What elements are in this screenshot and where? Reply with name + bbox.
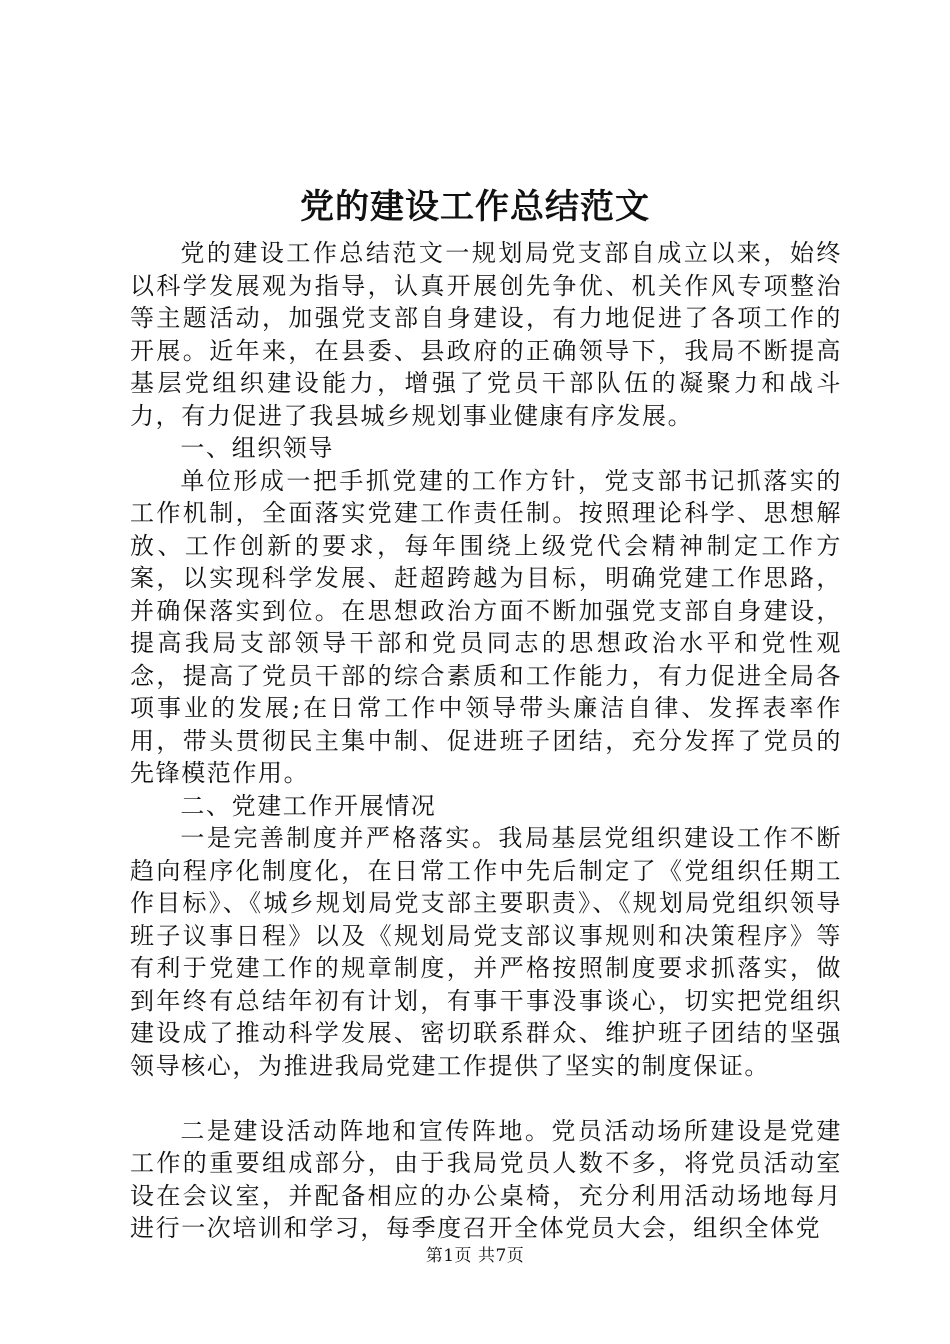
section-heading-organization: 一、组织领导 [180, 434, 334, 462]
page-footer: 第1页 共7页 [425, 1246, 525, 1266]
system-paragraph: 一是完善制度并严格落实。我局基层党组织建设工作不断趋向程序化制度化，在日常工作中先后制定了《党组织任期工作目标》、《城乡规划局党支部主要职责》、《规划局党组织领导班子议事日程》以及《规划局党支部议事规则和决策程序》等有利于党建工作的规章制度，并严格按照制度要求抓落实，做到年终有总结年初有计划，有事干事没事谈心，切实把党组织建设成了推动科学发展、密切联系群众、维护班子团结的坚强领导核心，为推进我局党建工作提供了坚实的制度保证。 [130, 824, 842, 1080]
document-title: 党的建设工作总结范文 [300, 187, 650, 227]
document-body [130, 237, 842, 1245]
intro-paragraph: 党的建设工作总结范文一规划局党支部自成立以来，始终以科学发展观为指导，认真开展创先争优、机关作风专项整治等主题活动，加强党支部自身建设，有力地促进了各项工作的开展。近年来，在县委、县政府的正确领导下，我局不断提高基层党组织建设能力，增强了党员干部队伍的凝聚力和战斗力，有力促进了我县城乡规划事业健康有序发展。 [130, 239, 842, 430]
activity-paragraph: 二是建设活动阵地和宣传阵地。党员活动场所建设是党建工作的重要组成部分，由于我局党员人数不多，将党员活动室设在会议室，并配备相应的办公桌椅，充分利用活动场地每月进行一次培训和学习，每季度召开全体党员大会，组织全体党 [130, 1116, 842, 1242]
organization-paragraph: 单位形成一把手抓党建的工作方针，党支部书记抓落实的工作机制，全面落实党建工作责任制。按照理论科学、思想解放、工作创新的要求，每年围绕上级党代会精神制定工作方案，以实现科学发展、赶超跨越为目标，明确党建工作思路，并确保落实到位。在思想政治方面不断加强党支部自身建设，提高我局支部领导干部和党员同志的思想政治水平和党性观念，提高了党员干部的综合素质和工作能力，有力促进全局各项事业的发展;在日常工作中领导带头廉洁自律、发挥表率作用，带头贯彻民主集中制、促进班子团结，充分发挥了党员的先锋模范作用。 [130, 466, 842, 787]
paragraph-spacer [130, 1082, 842, 1115]
section-heading-party-work: 二、党建工作开展情况 [180, 791, 437, 820]
